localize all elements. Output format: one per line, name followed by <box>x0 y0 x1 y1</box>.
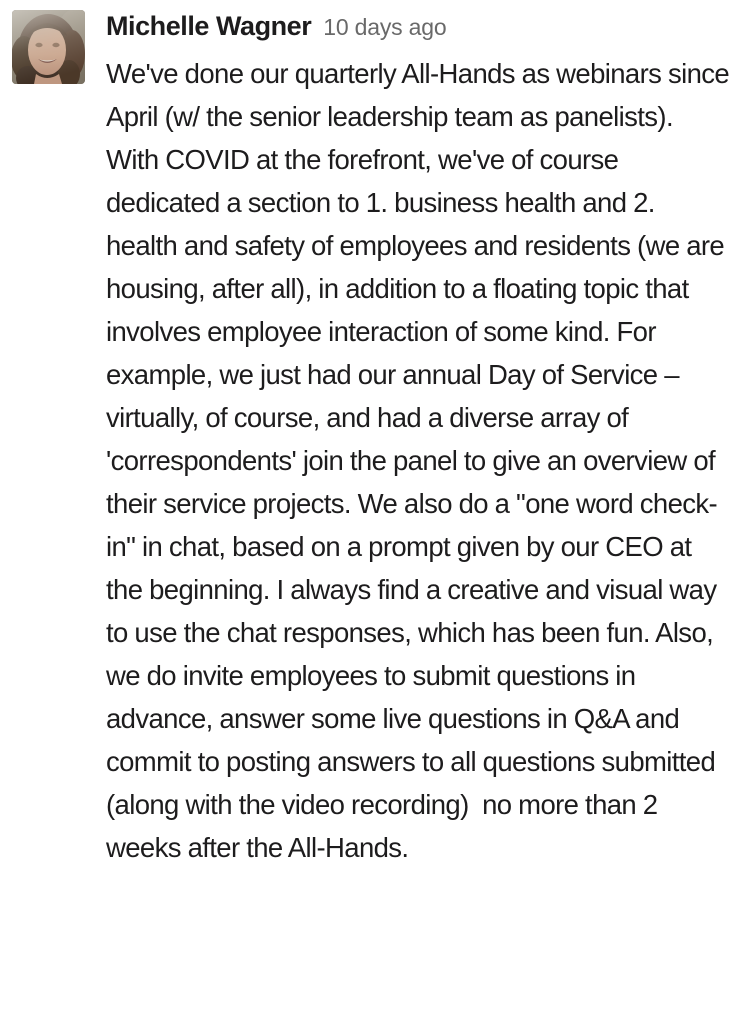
message-timestamp[interactable]: 10 days ago <box>323 14 447 40</box>
message-body: We've done our quarterly All-Hands as webinars since April (w/ the senior leadership team as panelists). With COVID at the forefront, we've of course dedicated a section to 1. business health and 2. health and safety of employees and residents (we are housing, after all), in addition to a floating topic that involves employee interaction of some kind. For example, we just had our annual Day of Service – virtually, of course, and had a diverse array of 'correspondents' join the panel to give an overview of their service projects. We also do a "one word check-in" in chat, based on a prompt given by our CEO at the beginning. I always find a creative and visual way to use the chat responses, which has been fun. Also, we do invite employees to submit questions in advance, answer some live questions in Q&A and commit to posting answers to all questions submitted (along with the video recording) no more than 2 weeks after the All-Hands. <box>106 58 735 863</box>
message-header <box>106 9 722 43</box>
author-name[interactable]: Michelle Wagner <box>106 11 312 41</box>
avatar-photo-icon <box>12 10 85 84</box>
avatar[interactable] <box>12 10 85 84</box>
